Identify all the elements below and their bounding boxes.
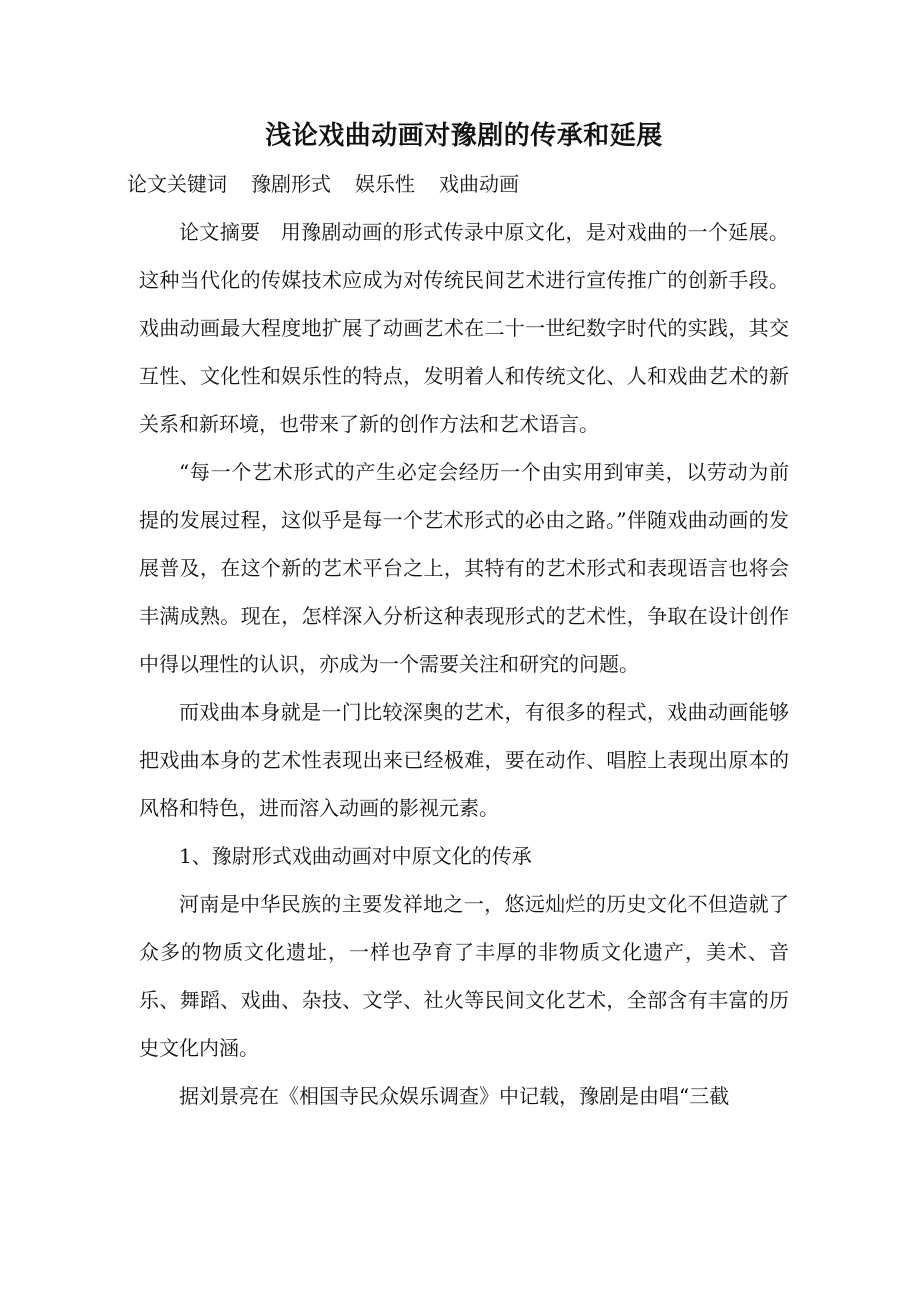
keyword-3: 戏曲动画 — [439, 172, 519, 196]
abstract-paragraph: 论文摘要 用豫剧动画的形式传录中原文化，是对戏曲的一个延展。这种当代化的传媒技术应成为对传统民间艺术进行宣传推广的创新手段。戏曲动画最大程度地扩展了动画艺术在二十一世纪数字时代的实践，其交互性、文化性和娱乐性的特点，发明着人和传统文化、人和戏曲艺术的新关系和新环境，也带来了新的创作方法和艺术语言。 — [139, 220, 789, 436]
body-paragraph: 而戏曲本身就是一门比较深奥的艺术，有很多的程式，戏曲动画能够把戏曲本身的艺术性表现出来已经极难，要在动作、唱腔上表现出原本的风格和特色，进而溶入动画的影视元素。 — [139, 700, 789, 820]
keyword-2: 娱乐性 — [355, 172, 415, 196]
document-page — [127, 112, 789, 1120]
keyword-1: 豫剧形式 — [251, 172, 331, 196]
keywords-line — [127, 160, 789, 208]
body-paragraph: 河南是中华民族的主要发祥地之一，悠远灿烂的历史文化不但造就了众多的物质文化遗址，一样也孕育了丰厚的非物质文化遗产，美术、音乐、舞蹈、戏曲、杂技、文学、社火等民间文化艺术，全部含有丰富的历史文化内涵。 — [139, 892, 789, 1060]
body-paragraph: 据刘景亮在《相国寺民众娱乐调查》中记载，豫剧是由唱“三截 — [179, 1084, 730, 1108]
section-heading: 1、豫尉形式戏曲动画对中原文化的传承 — [179, 844, 532, 868]
keywords-label: 论文关键词 — [127, 172, 227, 196]
body-paragraph: “每一个艺术形式的产生必定会经历一个由实用到审美，以劳动为前提的发展过程，这似乎是每一个艺术形式的必由之路。”伴随戏曲动画的发展普及，在这个新的艺术平台之上，其特有的艺术形式和表现语言也将会丰满成熟。现在，怎样深入分析这种表现形式的艺术性，争取在设计创作中得以理性的认识，亦成为一个需要关注和研究的问题。 — [139, 460, 789, 676]
document-title: 浅论戏曲动画对豫剧的传承和延展 — [265, 121, 663, 151]
